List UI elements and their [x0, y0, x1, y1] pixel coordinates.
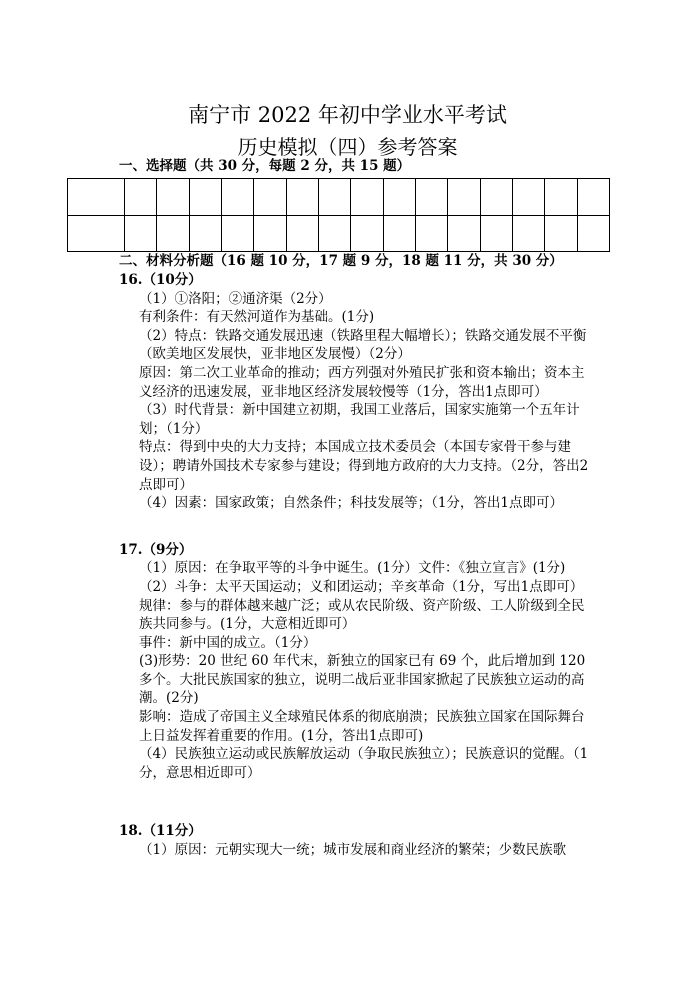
answer-cell	[68, 215, 125, 252]
answer-line: 原因：第二次工业革命的推动；西方列强对外殖民扩张和资本输出；资本主义经济的迅速发展，亚非地区经济发展较慢等（1分，答出1点即可）	[139, 364, 585, 400]
answer-line: （1）①洛阳；②通济渠（2分）	[139, 290, 332, 307]
section2-heading: 二、材料分析题（16 题 10 分，17 题 9 分，18 题 11 分，共 30 分）	[119, 253, 563, 269]
answer-cell	[125, 215, 157, 252]
answer-line: （3）时代背景：新中国建立初期，我国工业落后，国家实施第一个五年计划；（1分）	[139, 402, 580, 437]
answer-grid-row-question	[68, 179, 610, 216]
question-16-label: 16.（10分）	[119, 272, 202, 288]
answer-cell	[189, 215, 221, 252]
answer-cell	[480, 215, 512, 252]
section1-heading: 一、选择题（共 30 分，每题 2 分，共 15 题）	[119, 158, 411, 174]
answer-line: （1）原因：元朝实现大一统；城市发展和商业经济的繁荣；少数民族歌	[139, 842, 567, 859]
answer-grid-row-answer	[68, 215, 610, 252]
answer-cell	[512, 215, 544, 252]
answer-cell	[157, 179, 189, 216]
answer-cell	[448, 179, 480, 216]
answer-cell	[577, 215, 609, 252]
answer-cell	[415, 179, 447, 216]
answer-cell	[480, 179, 512, 216]
answer-cell	[254, 179, 286, 216]
answer-grid	[67, 178, 610, 252]
answer-cell	[545, 179, 577, 216]
answer-cell	[286, 179, 318, 216]
answer-cell	[125, 179, 157, 216]
question-17-label: 17.（9分）	[119, 541, 193, 558]
answer-line: 事件：新中国的成立。（1分）	[139, 634, 317, 651]
question-18-label: 18.（11分）	[119, 823, 202, 840]
answer-line: （1）原因：在争取平等的斗争中诞生。(1分）文件：《独立宣言》(1分)	[139, 560, 566, 577]
answer-cell	[157, 215, 189, 252]
doc-subtitle: 历史模拟（四）参考答案	[237, 135, 458, 159]
answer-cell	[577, 179, 609, 216]
answers-body	[119, 271, 597, 860]
answer-cell	[68, 179, 125, 216]
answer-cell	[189, 179, 221, 216]
doc-title: 南宁市 2022 年初中学业水平考试	[188, 103, 507, 127]
answer-line: 有利条件：有天然河道作为基础。(1分)	[139, 309, 375, 326]
answer-line: （4）民族独立运动或民族解放运动（争取民族独立）；民族意识的觉醒。（1分，意思相近即可）	[139, 746, 589, 781]
answer-line: (3)形势：20 世纪 60 年代末，新独立的国家已有 69 个，此后增加到 120 多个。大批民族国家的独立，说明二战后亚非国家掀起了民族独立运动的高潮。(2分)	[139, 653, 586, 707]
answer-cell	[318, 179, 350, 216]
answer-line: （4）因素：国家政策；自然条件；科技发展等；（1分，答出1点即可）	[139, 495, 564, 512]
answer-cell	[545, 215, 577, 252]
answer-line: 规律：参与的群体越来越广泛；或从农民阶级、资产阶级、工人阶级到全民族共同参与。(1分，大意相近即可）	[139, 597, 585, 633]
answer-cell	[286, 215, 318, 252]
answer-cell	[351, 179, 383, 216]
answer-line: （2）斗争：太平天国运动；义和团运动；辛亥革命（1分，写出1点即可）	[139, 578, 584, 595]
answer-line: （2）特点：铁路交通发展迅速（铁路里程大幅增长）；铁路交通发展不平衡（欧美地区发展快，亚非地区发展慢）（2分）	[139, 327, 587, 363]
answer-cell	[351, 215, 383, 252]
answer-line: 特点：得到中央的大力支持；本国成立技术委员会（本国专家骨干参与建设）；聘请外国技术专家参与建设；得到地方政府的大力支持。（2分，答出2点即可）	[139, 439, 589, 493]
answer-cell	[221, 215, 253, 252]
answer-cell	[448, 215, 480, 252]
answer-cell	[512, 179, 544, 216]
answer-line: 影响：造成了帝国主义全球殖民体系的彻底崩溃；民族独立国家在国际舞台上日益发挥着重要的作用。(1分，答出1点即可)	[139, 709, 585, 744]
answer-cell	[221, 179, 253, 216]
answer-cell	[383, 215, 415, 252]
answer-cell	[383, 179, 415, 216]
answer-cell	[254, 215, 286, 252]
answer-cell	[415, 215, 447, 252]
answer-cell	[318, 215, 350, 252]
